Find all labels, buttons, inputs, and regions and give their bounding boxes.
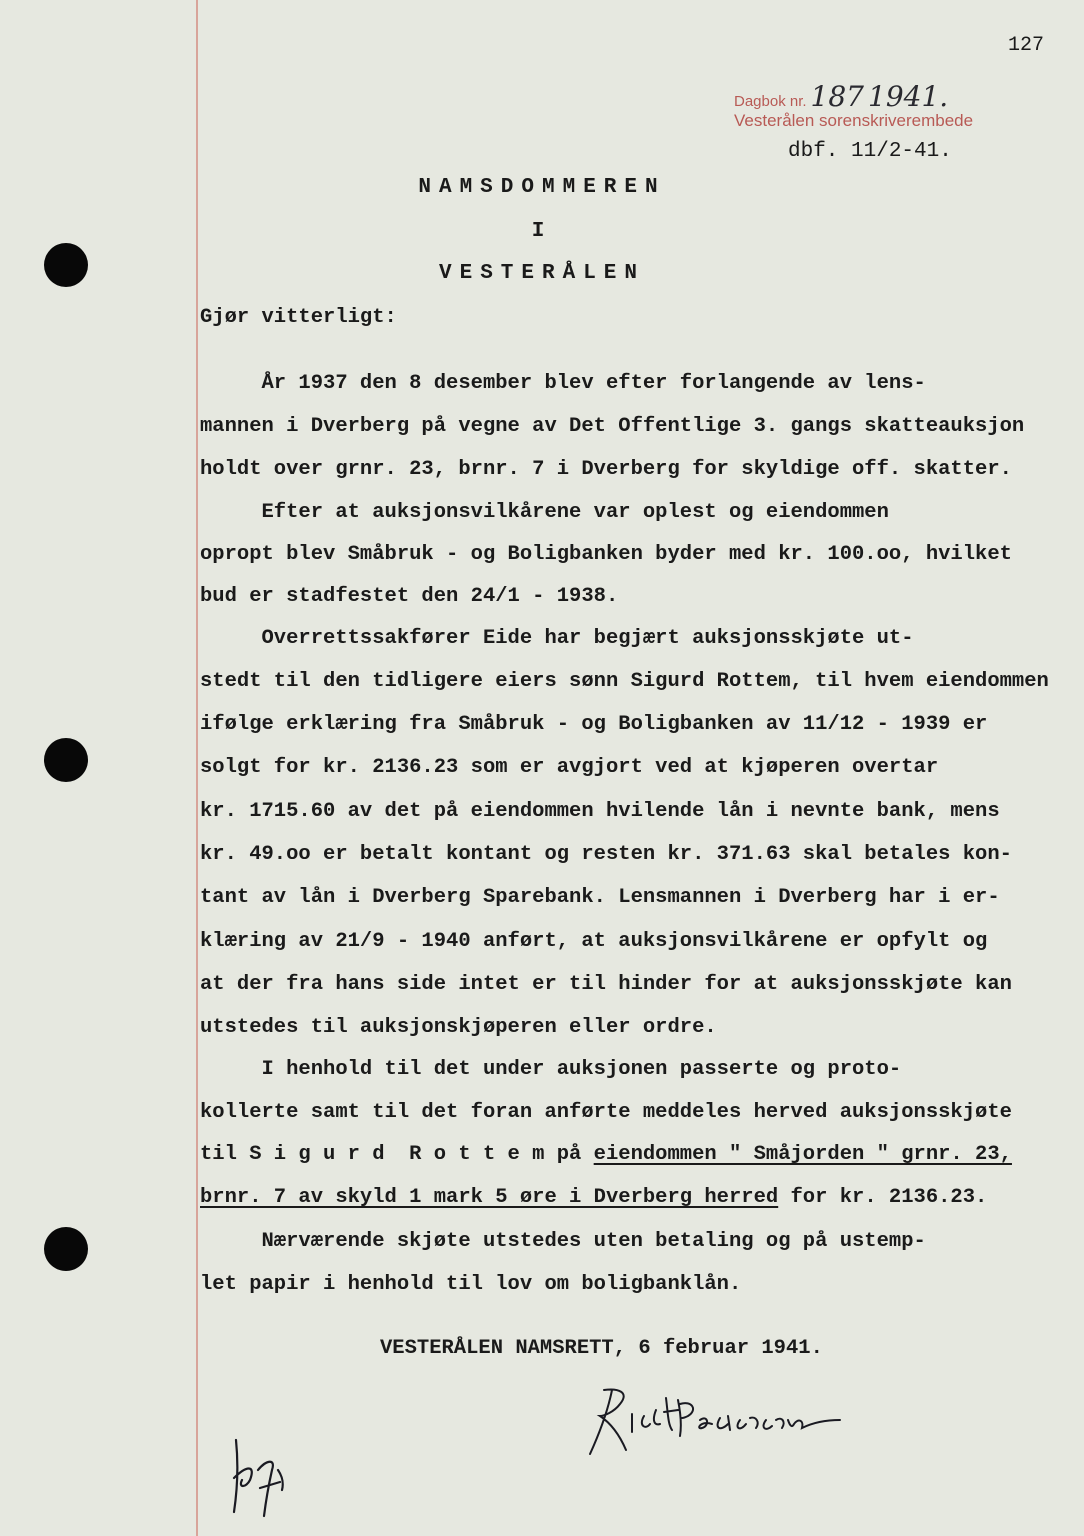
body-line: Nærværende skjøte utstedes uten betaling og på ustemp- [200, 1230, 926, 1253]
stamp-number: 187 [810, 80, 864, 113]
title-line-3: VESTERÅLEN [438, 262, 646, 285]
body-line: at der fra hans side intet er til hinder for at auksjonsskjøte kan [200, 973, 1012, 996]
page-number: 127 [1007, 34, 1044, 57]
dbf-note: dbf. 11/2-41. [788, 140, 952, 163]
title-line-1: NAMSDOMMEREN [418, 176, 666, 199]
body-line: holdt over grnr. 23, brnr. 7 i Dverberg for skyldige off. skatter. [200, 458, 1012, 481]
buyer-phrase: til S i g u r d R o t t e m på [200, 1143, 594, 1166]
title-line-2: I [531, 220, 553, 243]
body-line: stedt til den tidligere eiers sønn Sigurd Rottem, til hvem eiendommen [200, 670, 1049, 693]
stamp-prefix: Dagbok nr. [734, 93, 807, 110]
stamp-office: Vesterålen sorenskriverembede [734, 111, 974, 130]
body-line: Efter at auksjonsvilkårene var oplest og eiendommen [200, 501, 889, 524]
underlined-property: eiendommen " Småjorden " grnr. 23, [593, 1143, 1012, 1166]
body-line: kr. 1715.60 av det på eiendommen hvilende lån i nevnte bank, mens [200, 800, 1000, 823]
body-line: let papir i henhold til lov om boligbanklån. [200, 1273, 742, 1296]
body-line: kollerte samt til det foran anførte meddeles herved auksjonsskjøte [200, 1101, 1012, 1124]
body-line-property [200, 1186, 987, 1209]
body-line: ifølge erklæring fra Småbruk - og Boligbanken av 11/12 - 1939 er [200, 713, 988, 736]
body-line: År 1937 den 8 desember blev efter forlangende av lens- [200, 372, 926, 395]
body-line: tant av lån i Dverberg Sparebank. Lensmannen i Dverberg har i er- [200, 886, 1000, 909]
closing-line: VESTERÅLEN NAMSRETT, 6 februar 1941. [380, 1337, 823, 1360]
body-line: kr. 49.oo er betalt kontant og resten kr. 371.63 skal betales kon- [200, 843, 1012, 866]
body-line: opropt blev Småbruk - og Boligbanken byder med kr. 100.oo, hvilket [200, 543, 1012, 566]
body-line: solgt for kr. 2136.23 som er avgjort ved at kjøperen overtar [200, 756, 939, 779]
body-line: klæring av 21/9 - 1940 anført, at auksjonsvilkårene er opfylt og [200, 930, 988, 953]
stamp-year: 1941. [868, 80, 949, 113]
registry-stamp [734, 80, 973, 131]
price-phrase: for kr. 2136.23. [778, 1186, 988, 1209]
body-line: bud er stadfestet den 24/1 - 1938. [200, 585, 619, 608]
body-line: Overrettssakfører Eide har begjært auksjonsskjøte ut- [200, 627, 914, 650]
punch-hole [44, 1227, 88, 1271]
handwritten-initials [228, 1430, 292, 1520]
body-line: utstedes til auksjonskjøperen eller ordre. [200, 1016, 717, 1039]
underlined-property: brnr. 7 av skyld 1 mark 5 øre i Dverberg herred [200, 1186, 779, 1209]
body-line: mannen i Dverberg på vegne av Det Offentlige 3. gangs skatteauksjon [200, 415, 1025, 438]
body-line-property [200, 1143, 1012, 1166]
salutation: Gjør vitterligt: [200, 306, 397, 329]
body-line: I henhold til det under auksjonen passerte og proto- [200, 1058, 902, 1081]
punch-hole [44, 738, 88, 782]
handwritten-signature [560, 1380, 860, 1470]
